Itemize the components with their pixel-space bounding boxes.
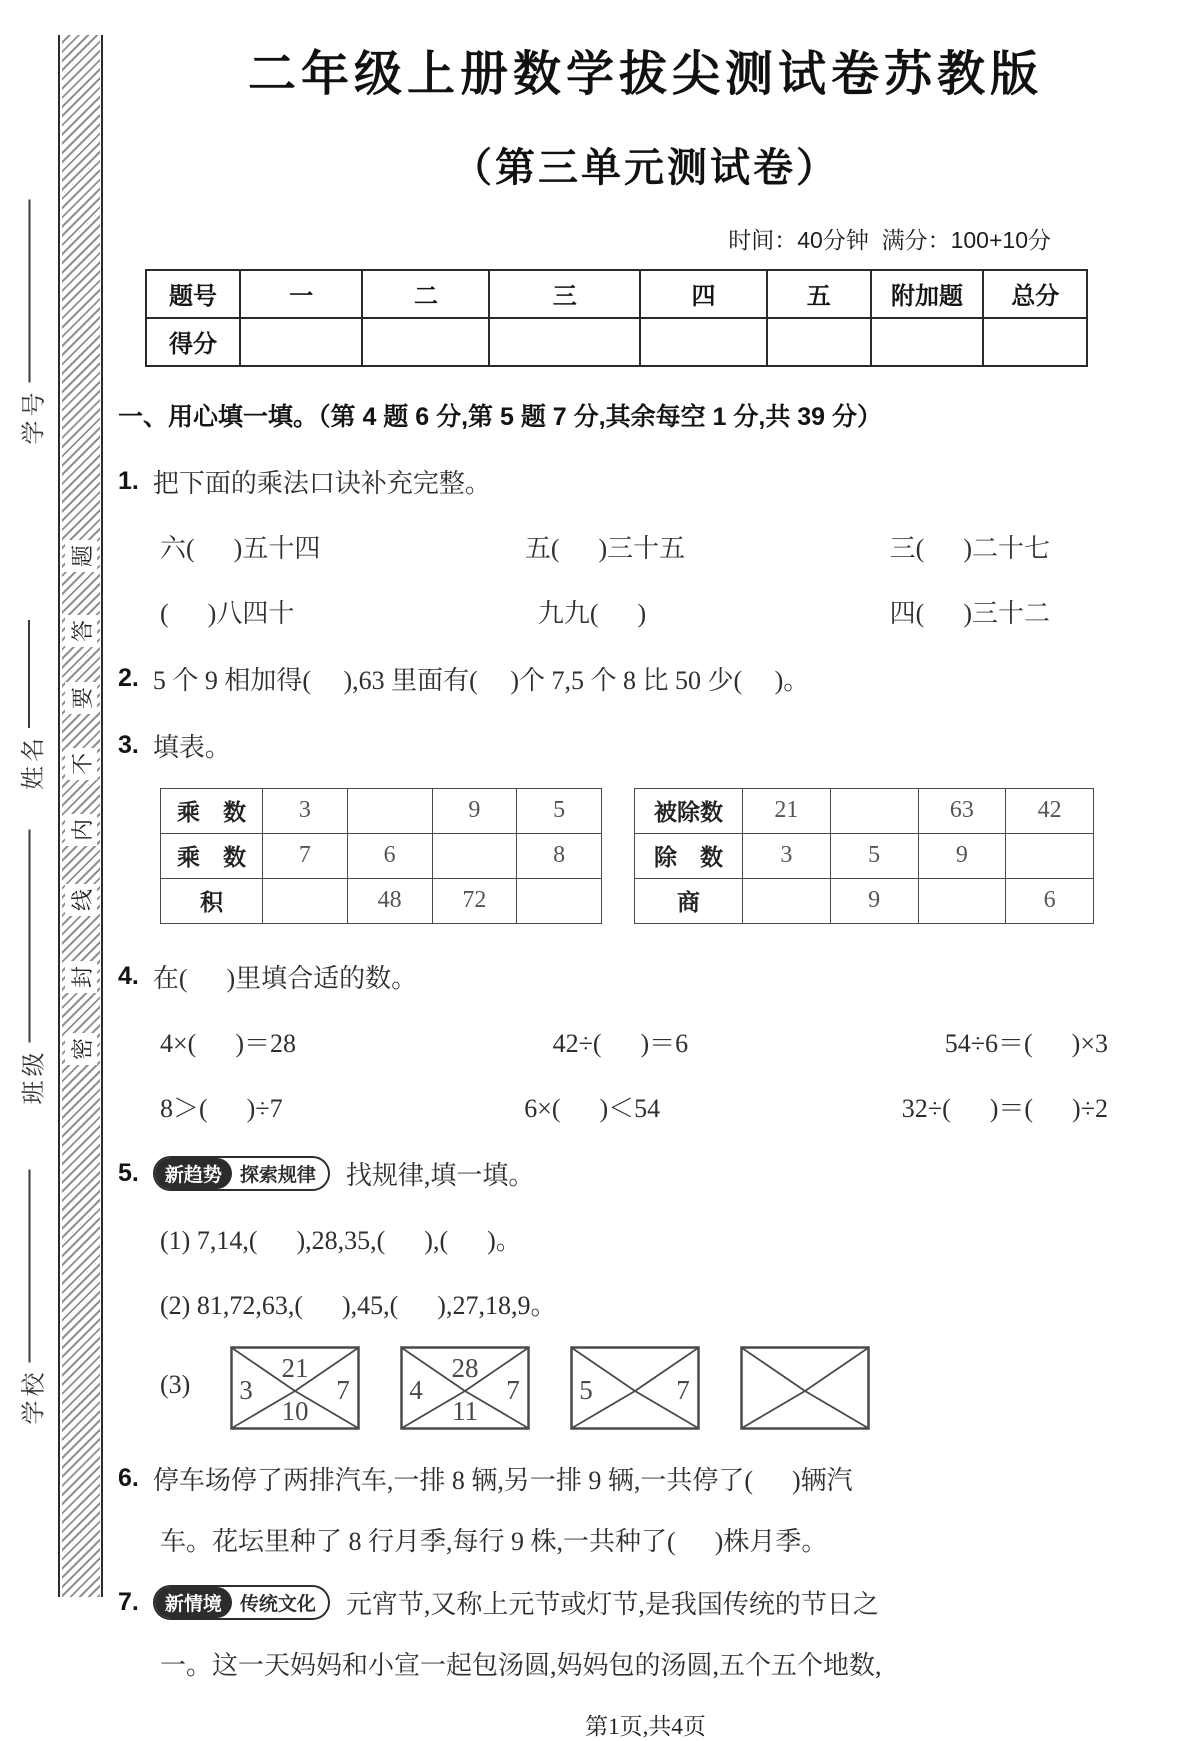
score-header-cell: 五 [767,270,871,318]
table-cell: 3 [263,788,348,833]
score-row-label: 得分 [146,318,240,366]
page-subtitle: （第三单元测试卷） [452,144,839,190]
question-5-text: 找规律,填一填。 [345,1160,535,1190]
table-cell [517,878,602,923]
table-cell [918,878,1006,923]
equation-item: 42÷( )＝6 [552,1028,689,1058]
seal-char: 题 [65,540,97,572]
question-4-row-2 [160,1088,1108,1125]
question-4-row-1 [160,1023,1108,1060]
question-6 [118,1460,1173,1497]
envelope-figure-2 [400,1346,530,1430]
envelope-right-number: 7 [336,1374,351,1405]
new-trend-badge: 新趋势 [155,1158,232,1189]
envelope-figure-1 [230,1346,360,1430]
score-empty-cell [489,318,640,366]
table-cell [1006,833,1094,878]
table-cell [432,833,517,878]
equation-item: 54÷6＝( )×3 [944,1028,1108,1058]
question-1-row-1 [160,528,1050,565]
table-cell: 63 [918,788,1006,833]
margin-field-name [13,620,47,790]
seal-char: 内 [65,814,97,846]
question-3-number: 3. [118,730,139,759]
division-fill-table [634,788,1094,924]
question-4 [118,958,1173,995]
table-cell: 6 [1006,878,1094,923]
table-cell: 3 [743,833,831,878]
page-title: 二年级上册数学拔尖测试卷苏教版 [247,48,1043,101]
score-header-cell: 二 [362,270,489,318]
equation-item: 6×( )＜54 [524,1093,661,1123]
seal-line-right [101,35,103,1597]
question-7-line-2: 一。这一天妈妈和小宣一起包汤圆,妈妈包的汤圆,五个五个地数, [160,1650,882,1680]
question-3-tables [160,788,1173,924]
envelope-bottom-number: 11 [452,1395,479,1426]
test-paper [118,0,1173,1741]
table-row [635,833,1094,878]
score-header-cell: 一 [240,270,362,318]
context-tag-group [153,1585,330,1620]
table-cell [263,878,348,923]
row-label: 乘 数 [161,833,263,878]
traditional-culture-badge: 传统文化 [239,1593,316,1615]
fill-blank-item: 六( )五十四 [160,533,321,563]
trend-tag-group [153,1156,330,1191]
envelope-fold-lines [742,1348,868,1428]
question-6-number: 6. [118,1463,139,1492]
fill-blank-item: 九九( ) [537,598,647,628]
score-table [145,269,1088,367]
question-6-line-2: 车。花坛里种了 8 行月季,每行 9 株,一共种了( )株月季。 [160,1526,828,1556]
table-cell: 5 [830,833,918,878]
envelope-left-number: 5 [579,1374,594,1405]
row-label: 除 数 [635,833,743,878]
row-label: 商 [635,878,743,923]
new-context-badge: 新情境 [155,1587,232,1618]
table-cell: 21 [743,788,831,833]
question-2 [118,660,1173,697]
seal-char: 要 [65,682,97,714]
envelope-right-number: 7 [676,1374,691,1405]
table-cell: 72 [432,878,517,923]
question-5-line-1: (1) 7,14,( ),28,35,( ),( )。 [160,1225,522,1255]
school-label: 学校 [21,1368,47,1425]
school-blank [27,1170,30,1363]
table-row [161,788,602,833]
seal-line-left [58,35,60,1597]
score-empty-cell [983,318,1087,366]
question-7 [118,1584,1173,1621]
seal-hatch-strip [62,35,100,1597]
envelope-figure-3 [570,1346,700,1430]
question-1 [118,463,1173,500]
equation-item: 4×( )＝28 [160,1028,296,1058]
row-label: 积 [161,878,263,923]
fill-blank-item: ( )八四十 [160,598,295,628]
table-row [635,878,1094,923]
score-table-score-row [146,318,1087,366]
equation-item: 8＞( )÷7 [160,1093,283,1123]
margin-field-school [14,1170,48,1425]
name-label: 姓名 [20,734,47,790]
table-cell: 5 [517,788,602,833]
question-3-text: 填表。 [152,732,231,762]
envelope-top-number: 21 [281,1352,309,1383]
table-cell: 42 [1006,788,1094,833]
seal-char: 不 [65,748,97,780]
envelope-right-number: 7 [506,1374,521,1405]
question-5-number: 5. [118,1158,139,1187]
table-cell: 6 [347,833,432,878]
table-cell: 7 [263,833,348,878]
envelope-figure-4 [740,1346,870,1430]
table-cell [830,788,918,833]
table-row [161,833,602,878]
fill-blank-item: 五( )三十五 [524,533,686,563]
table-cell [743,878,831,923]
fill-blank-item: 四( )三十二 [889,598,1050,628]
table-cell: 48 [347,878,432,923]
fill-blank-item: 三( )二十七 [889,533,1050,563]
question-2-number: 2. [118,663,139,692]
equation-item: 32÷( )＝( )÷2 [901,1093,1108,1123]
score-table-header-row [146,270,1087,318]
envelope-left-number: 3 [239,1374,254,1405]
seal-char: 密 [65,1033,97,1065]
class-blank [27,830,30,1043]
seal-char: 线 [65,884,97,916]
table-row [635,788,1094,833]
question-1-text: 把下面的乘法口诀补充完整。 [152,468,491,498]
row-label: 乘 数 [161,788,263,833]
table-cell [347,788,432,833]
envelope-bottom-number: 10 [281,1395,309,1426]
student-no-blank [27,200,30,383]
score-empty-cell [362,318,489,366]
table-row [161,878,602,923]
time-score-info: 时间：40分钟 满分：100+10分 [728,226,1051,253]
envelope-top-number: 28 [451,1352,479,1383]
seal-char: 答 [65,615,97,647]
margin-field-class [14,830,48,1105]
envelope-left-number: 4 [409,1374,424,1405]
question-4-number: 4. [118,961,139,990]
margin-field-student-no [14,200,48,445]
question-2-text: 5 个 9 相加得( ),63 里面有( )个 7,5 个 8 比 50 少( )。 [152,665,810,695]
class-label: 班级 [21,1048,47,1105]
question-4-text: 在( )里填合适的数。 [152,963,418,993]
table-cell: 9 [830,878,918,923]
table-cell: 9 [432,788,517,833]
score-empty-cell [640,318,767,366]
question-1-number: 1. [118,466,139,495]
multiplication-fill-table [160,788,602,924]
row-label: 被除数 [635,788,743,833]
name-blank [27,620,30,728]
question-5 [118,1155,1173,1192]
question-3 [118,727,1173,764]
score-empty-cell [240,318,362,366]
question-5-line-2: (2) 81,72,63,( ),45,( ),27,18,9。 [160,1290,557,1320]
score-header-cell: 三 [489,270,640,318]
table-cell: 9 [918,833,1006,878]
student-no-label: 学号 [21,388,47,445]
page-footer: 第1页,共4页 [585,1713,706,1739]
sub-question-label: (3) [160,1369,191,1399]
explore-pattern-badge: 探索规律 [239,1164,316,1186]
score-header-cell: 四 [640,270,767,318]
section-1-heading: 一、用心填一填。（第 4 题 6 分,第 5 题 7 分,其余每空 1 分,共 39 分） [118,402,883,431]
question-1-row-2 [160,593,1050,630]
score-header-cell: 题号 [146,270,240,318]
question-7-number: 7. [118,1587,139,1616]
question-6-line-1: 停车场停了两排汽车,一排 8 辆,另一排 9 辆,一共停了( )辆汽 [152,1465,853,1495]
score-header-cell: 附加题 [871,270,984,318]
question-7-line-1: 元宵节,又称上元节或灯节,是我国传统的节日之 [345,1589,879,1619]
score-empty-cell [871,318,984,366]
score-header-cell: 总分 [983,270,1087,318]
table-cell: 8 [517,833,602,878]
question-5-envelopes [160,1346,1173,1430]
seal-char: 封 [65,961,97,993]
score-empty-cell [767,318,871,366]
